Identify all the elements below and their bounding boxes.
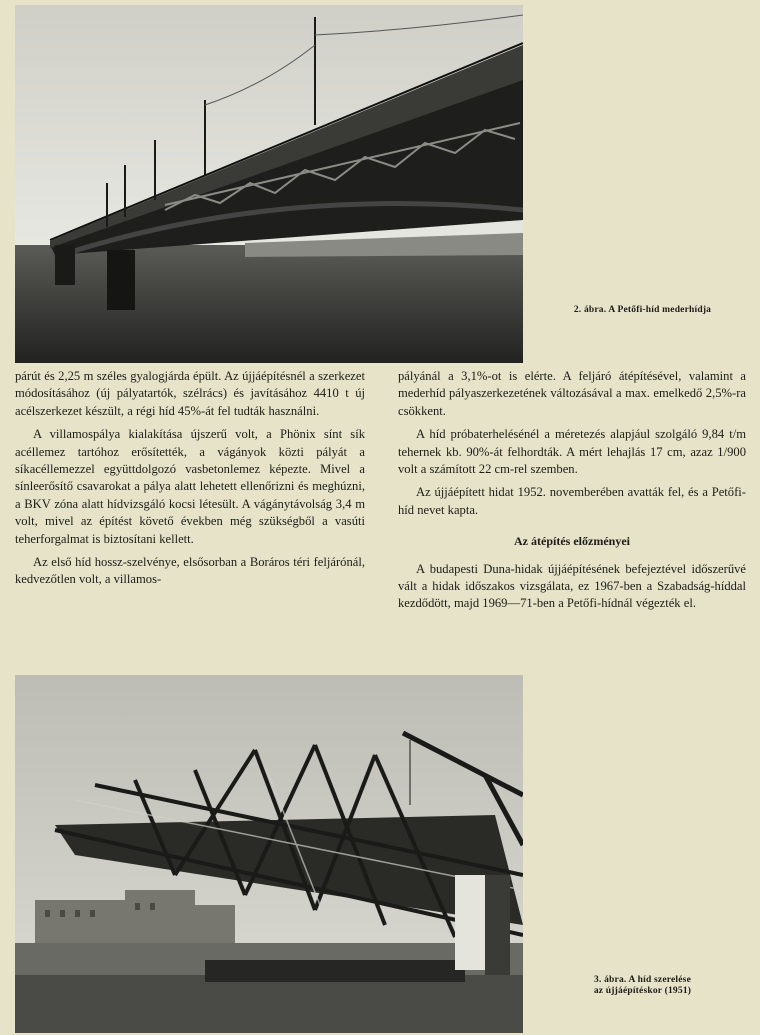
bridge-photo-illustration <box>15 5 523 363</box>
paragraph: párút és 2,25 m széles gyalogjárda épült. Az újjáépítésnél a szerkezet módosításához (új pályatartók, szélrács) és javításához 4410 t új acélszerkezet készült, a régi híd 45%-át fel tudták használni. <box>15 369 365 418</box>
paragraph: A villamospálya kialakítása újszerű volt, a Phönix sínt sík acéllemez tartóhoz erősítették, a vágányok közti pályát a síkacéllemezzel együttdolgozó vasbetonlemez képezte. Mivel a sínleerősítő csavarokat a pálya alatt lehetett ellenőrizni és meghúzni, a BKV zóna alatt hídvizsgáló kocsi létesült. A vágánytávolság 3,4 m volt, mivel az építést követő években még szükségből a vasúti teherforgalmat is biztosítani kellett. <box>15 427 365 546</box>
paragraph: Az első híd hossz-szelvénye, elsősorban a Boráros téri feljárónál, kedvezőtlen volt, a villamos- <box>15 555 365 587</box>
paragraph: pályánál a 3,1%-ot is elérte. A feljáró átépítésével, valamint a mederhíd pályaszerkezetének változásával a max. emelkedő 2,5%-ra csökkent. <box>398 369 746 418</box>
construction-photo-illustration <box>15 675 523 1033</box>
bridge-photo <box>15 5 523 363</box>
left-text-column <box>15 368 365 595</box>
paragraph: Az újjáépített hidat 1952. novemberében avatták fel, és a Petőfi-híd nevet kapta. <box>398 485 746 517</box>
paragraph: A híd próbaterhelésénél a méretezés alapjául szolgáló 9,84 t/m tehernek kb. 90%-át felhordták. A mért lehajlás 17 cm, azaz 1/900 volt a számított 22 cm-rel szemben. <box>398 427 746 477</box>
right-text-column <box>398 368 746 619</box>
figure-2-caption: 2. ábra. A Petőfi-híd mederhídja <box>573 305 712 315</box>
section-heading: Az átépítés előzményei <box>514 534 630 549</box>
figure-3-caption-line-1: 3. ábra. A híd szerelése <box>594 975 691 985</box>
paragraph: A budapesti Duna-hidak újjáépítésének befejeztével időszerűvé vált a hidak időszakos vizsgálata, ez 1967-ben a Szabadság-híddal kezdődött, majd 1969—71-ben a Petőfi-hídnál végezték el. <box>398 561 746 611</box>
construction-photo <box>15 675 523 1033</box>
figure-3-caption <box>530 975 755 997</box>
figure-3-caption-line-2: az újjáépítéskor (1951) <box>593 986 692 996</box>
